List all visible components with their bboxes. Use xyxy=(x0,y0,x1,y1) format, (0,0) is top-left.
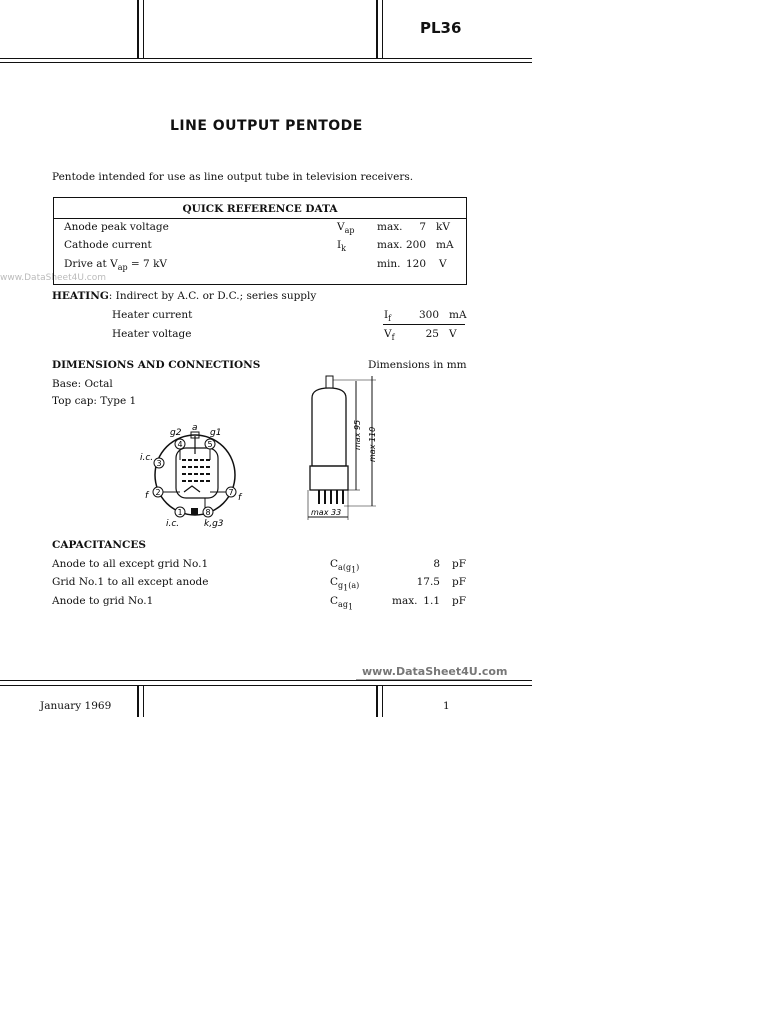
svg-text:i.c.: i.c. xyxy=(140,453,154,463)
svg-text:f: f xyxy=(238,493,242,503)
cap-row-grid-label: Grid No.1 to all except anode xyxy=(52,576,209,588)
base-connection-diagram xyxy=(140,420,260,530)
svg-text:7: 7 xyxy=(228,488,234,497)
cap-row-anode-grid-label: Anode to grid No.1 xyxy=(52,595,154,607)
svg-text:2: 2 xyxy=(155,488,161,497)
svg-text:4: 4 xyxy=(177,440,183,449)
heater-voltage-symbol: $V_f$ xyxy=(384,328,395,343)
tube-glass xyxy=(312,388,346,466)
footer-date: January 1969 xyxy=(40,700,112,712)
intro-text: Pentode intended for use as line output tube in television receivers. xyxy=(52,171,414,183)
heater-current-value: 300 xyxy=(418,309,439,321)
heater-current-unit: mA xyxy=(449,309,467,321)
watermark-left: www.DataSheet4U.com xyxy=(0,273,107,283)
cap-row-anode-value: 8 xyxy=(433,558,440,570)
svg-text:max 95: max 95 xyxy=(353,419,362,450)
svg-text:1: 1 xyxy=(177,508,183,517)
cap-row-anode-grid-value: 1.1 xyxy=(423,595,440,607)
svg-text:a: a xyxy=(192,423,198,433)
cap-row-grid-value: 17.5 xyxy=(416,576,440,588)
dimensions-note: Dimensions in mm xyxy=(368,359,467,371)
qr-row-anode-peak-voltage: Anode peak voltage $V_{ap}$ max. 7 kV xyxy=(64,221,450,236)
cap-row-anode-grid-prefix: max. xyxy=(392,595,418,607)
page-title: LINE OUTPUT PENTODE xyxy=(170,118,363,134)
tube-base xyxy=(310,466,348,490)
cap-row-anode-symbol: $C_{a(g_1)}$ xyxy=(330,558,360,575)
heater-current-label: Heater current xyxy=(112,309,193,321)
svg-text:max 33: max 33 xyxy=(311,508,342,517)
heating-line: HEATING: Indirect by A.C. or D.C.; series supply xyxy=(52,290,317,302)
watermark-right: www.DataSheet4U.com xyxy=(362,665,508,678)
heater-voltage-label: Heater voltage xyxy=(112,328,192,340)
cap-row-anode-grid-unit: pF xyxy=(452,595,467,607)
svg-text:3: 3 xyxy=(156,459,162,468)
footer-page-number: 1 xyxy=(443,700,450,712)
heater-voltage-unit: V xyxy=(449,328,457,340)
svg-text:max 110: max 110 xyxy=(368,426,377,462)
top-cap-type: Top cap: Type 1 xyxy=(52,395,137,407)
qr-row-cathode-current: Cathode current $I_k$ max. 200 mA xyxy=(64,239,454,254)
base-type: Base: Octal xyxy=(52,378,113,390)
quick-reference-box xyxy=(53,197,467,285)
capacitances-heading: CAPACITANCES xyxy=(52,539,146,551)
svg-text:f: f xyxy=(145,491,149,501)
svg-text:g1: g1 xyxy=(210,428,222,438)
svg-text:k,g3: k,g3 xyxy=(204,519,224,529)
cap-row-grid-unit: pF xyxy=(452,576,467,588)
heater-current-symbol: $I_f$ xyxy=(384,309,392,324)
svg-text:8: 8 xyxy=(205,508,211,517)
svg-text:5: 5 xyxy=(207,440,213,449)
cap-row-grid-symbol: $C_{g_1(a)}$ xyxy=(330,576,360,593)
quick-reference-heading: QUICK REFERENCE DATA xyxy=(182,203,338,215)
tube-outline-diagram xyxy=(300,372,390,524)
cap-row-anode-label: Anode to all except grid No.1 xyxy=(52,558,209,570)
heater-voltage-value: 25 xyxy=(425,328,439,340)
dimensions-heading: DIMENSIONS AND CONNECTIONS xyxy=(52,359,261,371)
cap-row-anode-unit: pF xyxy=(452,558,467,570)
svg-text:i.c.: i.c. xyxy=(166,519,180,529)
cap-row-anode-grid-symbol: $C_{ag_1}$ xyxy=(330,595,354,612)
type-number: PL36 xyxy=(420,19,462,37)
qr-row-drive: Drive at $V_{ap} = 7$ kV min. 120 V xyxy=(64,258,447,273)
svg-text:g2: g2 xyxy=(170,428,182,438)
heating-divider xyxy=(383,324,465,325)
